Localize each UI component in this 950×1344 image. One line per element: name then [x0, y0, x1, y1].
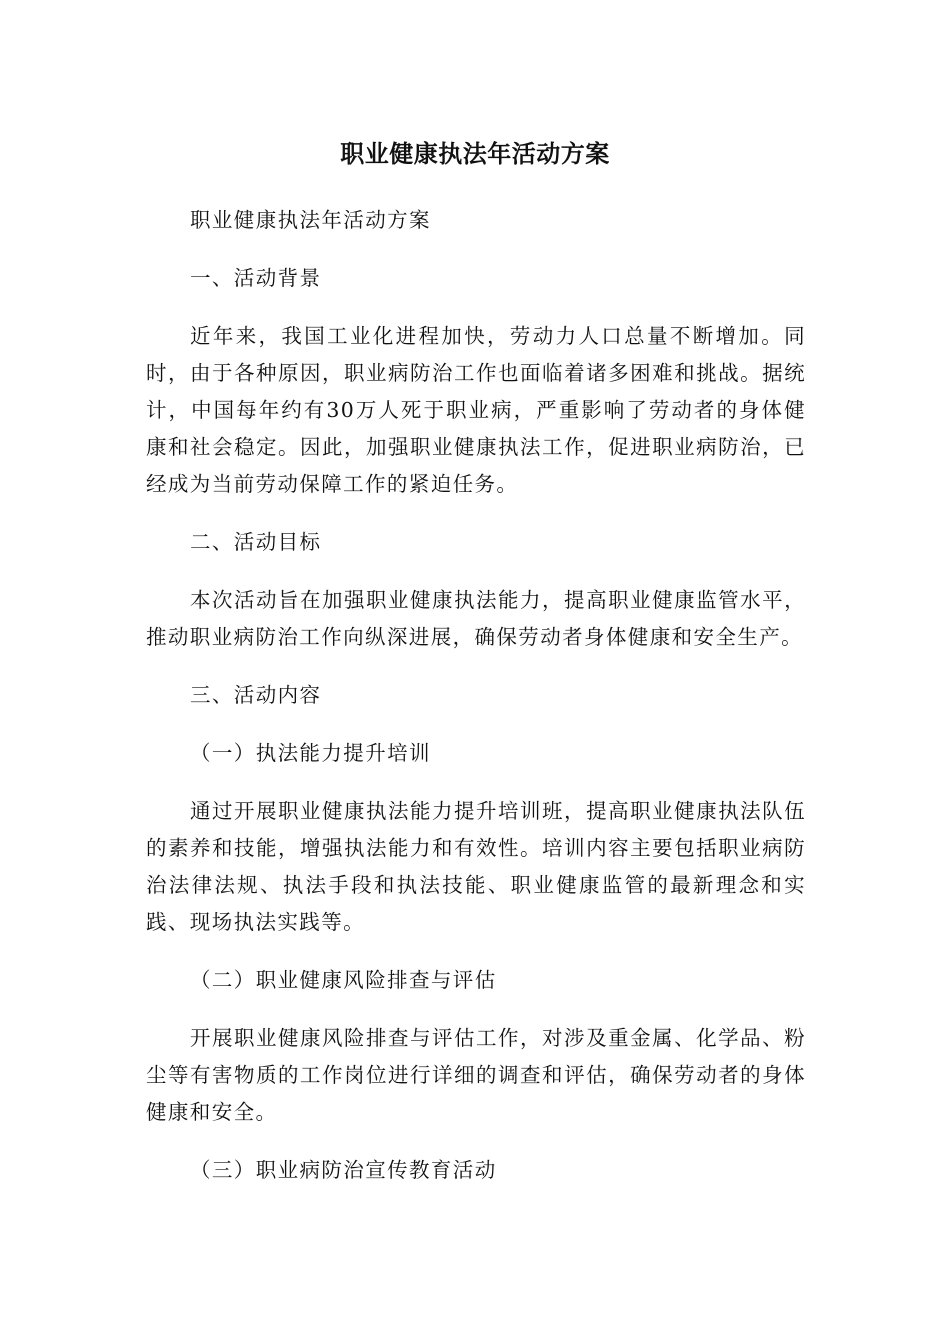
document-title: 职业健康执法年活动方案	[340, 140, 610, 168]
document-body	[146, 202, 806, 1210]
paragraph-risk-assessment: 开展职业健康风险排查与评估工作，对涉及重金属、化学品、粉尘等有害物质的工作岗位进行详细的调查和评估，确保劳动者的身体健康和安全。	[146, 1026, 806, 1124]
section-heading-content: 三、活动内容	[190, 683, 322, 707]
section-heading-background: 一、活动背景	[190, 266, 322, 290]
paragraph-subtitle: 职业健康执法年活动方案	[190, 208, 431, 232]
section-heading-goals: 二、活动目标	[190, 530, 322, 554]
paragraph-background: 近年来，我国工业化进程加快，劳动力人口总量不断增加。同时，由于各种原因，职业病防治工作也面临着诸多困难和挑战。据统计，中国每年约有30万人死于职业病，严重影响了劳动者的身体健康和社会稳定。因此，加强职业健康执法工作，促进职业病防治，已经成为当前劳动保障工作的紧迫任务。	[146, 324, 806, 496]
subsection-heading-publicity: （三）职业病防治宣传教育活动	[190, 1158, 497, 1182]
subsection-heading-risk-assessment: （二）职业健康风险排查与评估	[190, 968, 497, 992]
subsection-heading-training: （一）执法能力提升培训	[190, 741, 431, 765]
paragraph-goals: 本次活动旨在加强职业健康执法能力，提高职业健康监管水平，推动职业病防治工作向纵深进展，确保劳动者身体健康和安全生产。	[146, 588, 806, 649]
paragraph-training: 通过开展职业健康执法能力提升培训班，提高职业健康执法队伍的素养和技能，增强执法能力和有效性。培训内容主要包括职业病防治法律法规、执法手段和执法技能、职业健康监管的最新理念和实践、现场执法实践等。	[146, 799, 806, 934]
